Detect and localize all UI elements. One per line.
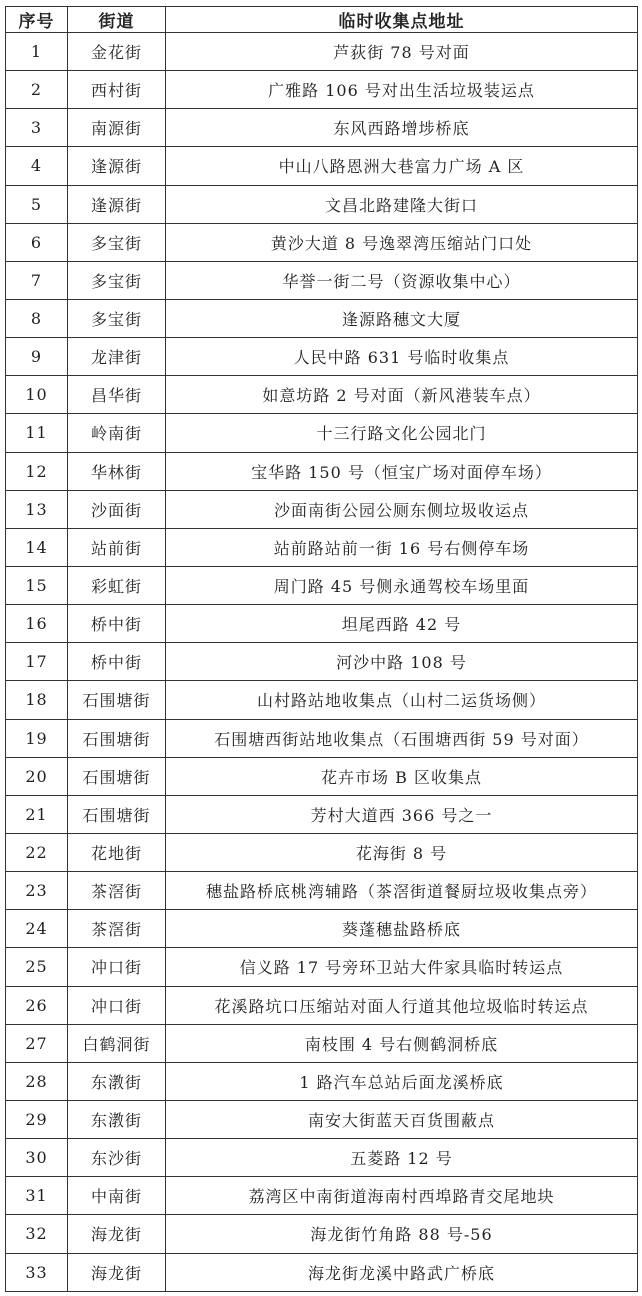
address-cell: 十三行路文化公园北门 [166, 414, 638, 452]
table-row [6, 1177, 638, 1215]
table-row [6, 681, 638, 719]
index-cell: 1 [6, 33, 68, 71]
address-cell: 山村路站地收集点（山村二运货场侧） [166, 681, 638, 719]
index-cell: 5 [6, 185, 68, 223]
address-cell: 中山八路恩洲大巷富力广场 A 区 [166, 147, 638, 185]
address-cell: 站前路站前一街 16 号右侧停车场 [166, 528, 638, 566]
header-row [6, 7, 638, 33]
table-row [6, 1215, 638, 1253]
table-row [6, 872, 638, 910]
index-cell: 13 [6, 490, 68, 528]
index-cell: 31 [6, 1177, 68, 1215]
table-row [6, 719, 638, 757]
table-row [6, 109, 638, 147]
index-cell: 25 [6, 948, 68, 986]
street-cell: 桥中街 [68, 605, 166, 643]
address-cell: 花海街 8 号 [166, 833, 638, 871]
street-cell: 龙津街 [68, 338, 166, 376]
street-cell: 站前街 [68, 528, 166, 566]
street-cell: 多宝街 [68, 299, 166, 337]
table-body [6, 33, 638, 1292]
index-cell: 26 [6, 986, 68, 1024]
table-row [6, 299, 638, 337]
table-row [6, 528, 638, 566]
address-cell: 周门路 45 号侧永通驾校车场里面 [166, 566, 638, 604]
street-cell: 茶滘街 [68, 910, 166, 948]
street-cell: 石围塘街 [68, 719, 166, 757]
collection-point-table [5, 6, 638, 1292]
table-row [6, 643, 638, 681]
index-cell: 8 [6, 299, 68, 337]
index-cell: 12 [6, 452, 68, 490]
address-cell: 五菱路 12 号 [166, 1139, 638, 1177]
street-cell: 石围塘街 [68, 757, 166, 795]
table-row [6, 33, 638, 71]
index-cell: 9 [6, 338, 68, 376]
table-row [6, 566, 638, 604]
index-cell: 22 [6, 833, 68, 871]
address-cell: 宝华路 150 号（恒宝广场对面停车场） [166, 452, 638, 490]
index-cell: 14 [6, 528, 68, 566]
table-row [6, 910, 638, 948]
street-cell: 西村街 [68, 71, 166, 109]
index-cell: 15 [6, 566, 68, 604]
street-cell: 冲口街 [68, 986, 166, 1024]
address-cell: 人民中路 631 号临时收集点 [166, 338, 638, 376]
index-cell: 2 [6, 71, 68, 109]
address-cell: 花卉市场 B 区收集点 [166, 757, 638, 795]
street-cell: 逢源街 [68, 147, 166, 185]
table-row [6, 833, 638, 871]
street-cell: 东沙街 [68, 1139, 166, 1177]
address-cell: 黄沙大道 8 号逸翠湾压缩站门口处 [166, 223, 638, 261]
table-row [6, 71, 638, 109]
table-row [6, 948, 638, 986]
address-cell: 1 路汽车总站后面龙溪桥底 [166, 1062, 638, 1100]
table-row [6, 376, 638, 414]
street-cell: 昌华街 [68, 376, 166, 414]
table-row [6, 147, 638, 185]
address-cell: 沙面南街公园公厕东侧垃圾收运点 [166, 490, 638, 528]
index-cell: 30 [6, 1139, 68, 1177]
street-cell: 多宝街 [68, 261, 166, 299]
table-row [6, 1139, 638, 1177]
street-cell: 华林街 [68, 452, 166, 490]
table-row [6, 452, 638, 490]
index-cell: 24 [6, 910, 68, 948]
address-cell: 文昌北路建隆大街口 [166, 185, 638, 223]
street-cell: 东漖街 [68, 1062, 166, 1100]
index-cell: 28 [6, 1062, 68, 1100]
street-cell: 金花街 [68, 33, 166, 71]
address-cell: 东风西路增埗桥底 [166, 109, 638, 147]
table-row [6, 1253, 638, 1292]
index-cell: 7 [6, 261, 68, 299]
street-cell: 石围塘街 [68, 795, 166, 833]
index-cell: 20 [6, 757, 68, 795]
index-cell: 19 [6, 719, 68, 757]
table-row [6, 757, 638, 795]
address-cell: 逢源路穗文大厦 [166, 299, 638, 337]
table-row [6, 490, 638, 528]
street-cell: 南源街 [68, 109, 166, 147]
address-cell: 南枝围 4 号右侧鹤洞桥底 [166, 1024, 638, 1062]
street-cell: 海龙街 [68, 1215, 166, 1253]
index-cell: 29 [6, 1100, 68, 1138]
address-cell: 河沙中路 108 号 [166, 643, 638, 681]
street-cell: 花地街 [68, 833, 166, 871]
index-cell: 18 [6, 681, 68, 719]
table-row [6, 1062, 638, 1100]
street-cell: 石围塘街 [68, 681, 166, 719]
street-cell: 彩虹街 [68, 566, 166, 604]
header-address: 临时收集点地址 [166, 7, 638, 33]
address-cell: 芦荻街 78 号对面 [166, 33, 638, 71]
street-cell: 沙面街 [68, 490, 166, 528]
index-cell: 32 [6, 1215, 68, 1253]
address-cell: 海龙街龙溪中路武广桥底 [166, 1253, 638, 1292]
address-cell: 如意坊路 2 号对面（新风港装车点） [166, 376, 638, 414]
table-row [6, 1024, 638, 1062]
address-cell: 葵蓬穗盐路桥底 [166, 910, 638, 948]
index-cell: 6 [6, 223, 68, 261]
street-cell: 逢源街 [68, 185, 166, 223]
index-cell: 17 [6, 643, 68, 681]
index-cell: 10 [6, 376, 68, 414]
address-cell: 南安大街蓝天百货围蔽点 [166, 1100, 638, 1138]
index-cell: 21 [6, 795, 68, 833]
table-row [6, 261, 638, 299]
header-street: 街道 [68, 7, 166, 33]
table-row [6, 185, 638, 223]
address-cell: 花溪路坑口压缩站对面人行道其他垃圾临时转运点 [166, 986, 638, 1024]
table-row [6, 414, 638, 452]
table-row [6, 986, 638, 1024]
address-cell: 海龙街竹角路 88 号-56 [166, 1215, 638, 1253]
table-row [6, 1100, 638, 1138]
index-cell: 4 [6, 147, 68, 185]
street-cell: 桥中街 [68, 643, 166, 681]
table-row [6, 223, 638, 261]
index-cell: 16 [6, 605, 68, 643]
street-cell: 东漖街 [68, 1100, 166, 1138]
table-row [6, 605, 638, 643]
address-cell: 信义路 17 号旁环卫站大件家具临时转运点 [166, 948, 638, 986]
street-cell: 中南街 [68, 1177, 166, 1215]
address-cell: 广雅路 106 号对出生活垃圾装运点 [166, 71, 638, 109]
address-cell: 坦尾西路 42 号 [166, 605, 638, 643]
index-cell: 23 [6, 872, 68, 910]
index-cell: 27 [6, 1024, 68, 1062]
address-cell: 石围塘西街站地收集点（石围塘西街 59 号对面） [166, 719, 638, 757]
street-cell: 冲口街 [68, 948, 166, 986]
index-cell: 33 [6, 1253, 68, 1292]
address-cell: 荔湾区中南街道海南村西埠路青交尾地块 [166, 1177, 638, 1215]
street-cell: 多宝街 [68, 223, 166, 261]
address-cell: 华誉一街二号（资源收集中心） [166, 261, 638, 299]
street-cell: 白鹤洞街 [68, 1024, 166, 1062]
table-row [6, 338, 638, 376]
street-cell: 茶滘街 [68, 872, 166, 910]
index-cell: 11 [6, 414, 68, 452]
street-cell: 岭南街 [68, 414, 166, 452]
street-cell: 海龙街 [68, 1253, 166, 1292]
header-index: 序号 [6, 7, 68, 33]
address-cell: 穗盐路桥底桃湾辅路（茶滘街道餐厨垃圾收集点旁） [166, 872, 638, 910]
index-cell: 3 [6, 109, 68, 147]
address-cell: 芳村大道西 366 号之一 [166, 795, 638, 833]
table-row [6, 795, 638, 833]
